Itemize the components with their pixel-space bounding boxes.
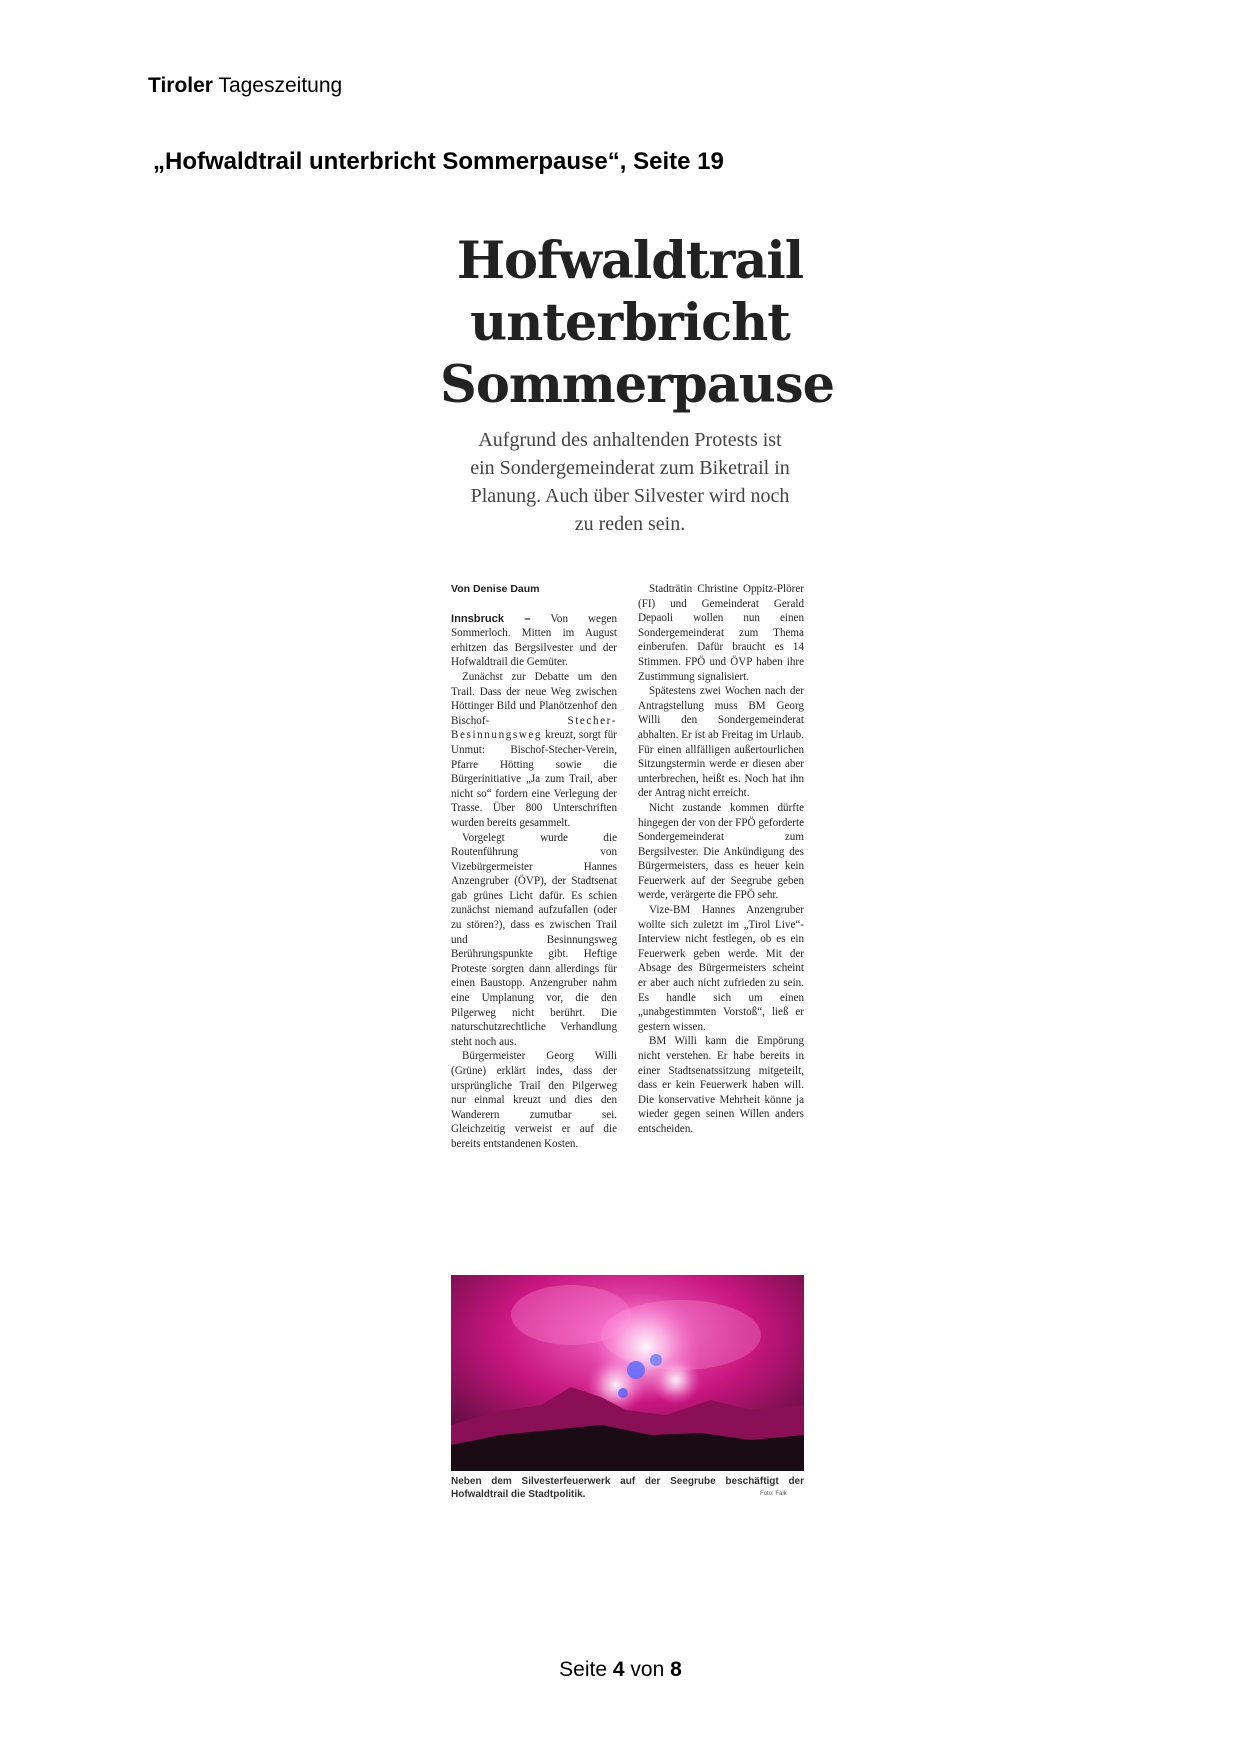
byline: Von Denise Daum <box>451 583 540 595</box>
paragraph: Vize-BM Hannes Anzengruber wollte sich zuletzt im „Tirol Live“-Interview nicht festlegen, ob es ein Feuerwerk geben werde. Mit der Absage des Bürgermeisters scheint er aber auch nicht zufrieden zu sein. Es handle sich um einen „unabgestimmten Vorstoß“, ließ er gestern wissen. <box>638 904 804 1033</box>
article-column-2 <box>638 582 804 1152</box>
publication-name <box>148 74 342 98</box>
photo-caption: Neben dem Silvesterfeuerwerk auf der Seegrube beschäftigt der Hofwaldtrail die Stadtpolitik. <box>451 1476 804 1500</box>
article-reference: „Hofwaldtrail unterbricht Sommerpause“, Seite 19 <box>153 148 724 175</box>
paragraph: Stadträtin Christine Oppitz-Plörer (FI) und Gemeinderat Gerald Depaoli wollen nun einen Sondergemeinderat zum Thema einberufen. Dafür braucht es 14 Stimmen. FPÖ und ÖVP haben ihre Zustimmung signalisiert. <box>638 583 804 683</box>
firework-blue-spark <box>650 1354 662 1366</box>
paragraph: Vorgelegt wurde die Routenführung von Vizebürgermeister Hannes Anzengruber (ÖVP), der Stadtsenat gab grünes Licht dafür. Es schien zunächst niemand aufzufallen (oder zu stören?), dass es zwischen Trail und Besinnungsweg Berührungspunkte gibt. Heftige Proteste sorgten dann allerdings für einen Baustopp. Anzengruber nahm eine Umplanung vor, die den Pilgerweg nicht berührt. Die naturschutzrechtliche Verhandlung steht noch aus. <box>451 831 617 1048</box>
paragraph <box>451 612 617 670</box>
paragraph-text: Von wegen Sommerloch. Mitten im August erhitzen das Bergsilvester und der Hofwaldtrail die Gemüter. <box>451 612 617 669</box>
paragraph: Nicht zustande kommen dürfte hingegen der von der FPÖ geforderte Sondergemeinderat zum Bergsilvester. Die Ankündigung des Bürgermeisters, dass es heuer kein Feuerwerk auf der Seegrube geben werde, verärgerte die FPÖ sehr. <box>638 801 804 902</box>
dateline: Innsbruck – <box>451 612 531 625</box>
article-column-1 <box>451 582 617 1152</box>
article-body <box>451 582 804 1152</box>
paragraph: BM Willi kann die Empörung nicht verstehen. Er habe bereits in einer Stadtsenatssitzung mitgeteilt, dass er kein Feuerwerk haben will. Die konservative Mehrheit könne ja wieder gegen seinen Willen anders entscheiden. <box>638 1035 804 1135</box>
headline-line-3: Sommerpause <box>440 355 835 415</box>
of-word: von <box>630 1658 665 1681</box>
page-footer <box>0 1658 1241 1682</box>
article-subheadline: Aufgrund des anhaltenden Protests ist ein Sondergemeinderat zum Biketrail in Planung. Auch über Silvester wird noch zu reden sein. <box>470 429 790 535</box>
paragraph <box>451 670 617 831</box>
paragraph-text: kreuzt, sorgt für Unmut: Bischof-Stecher-Verein, Pfarre Hötting sowie die Bürgerinitiative „Ja zum Trail, aber nicht so“ fordern eine Verlegung der Trasse. Über 800 Unterschriften wurden bereits gesammelt. <box>451 729 617 829</box>
current-page-number: 4 <box>612 1658 625 1681</box>
fireworks-photo <box>451 1275 804 1471</box>
fireworks-image <box>451 1275 804 1471</box>
spaced-term: Stecher-Besinnungsweg <box>451 714 617 742</box>
photo-credit: Foto: Falk <box>760 1491 787 1497</box>
headline-line-2: unterbricht <box>470 293 790 353</box>
total-page-count: 8 <box>670 1658 682 1681</box>
publication-name-rest: Tageszeitung <box>218 74 343 97</box>
paragraph: Bürgermeister Georg Willi (Grüne) erklärt indes, dass der ursprüngliche Trail den Pilgerweg nur einmal kreuzt und dies den Wanderern zumutbar sei. Gleichzeitig verweist er auf die bereits entstandenen Kosten. <box>451 1050 617 1150</box>
article-clipping <box>440 230 835 538</box>
firework-blue-spark <box>618 1388 628 1398</box>
paragraph: Spätestens zwei Wochen nach der Antragstellung muss BM Georg Willi den Sondergemeinderat abhalten. Er ist ab Freitag im Urlaub. Für einen allfälligen außertourlichen Sitzungstermin werde er diesen aber unterbrechen, heißt es. Noch hat ihn der Antrag nicht erreicht. <box>638 685 804 800</box>
headline-line-1: Hofwaldtrail <box>456 231 804 291</box>
page-word: Seite <box>559 1658 608 1681</box>
paragraph-text: Zunächst zur Debatte um den Trail. Dass der neue Weg zwischen Höttinger Bild und Planötzenhof den Bischof- <box>451 670 617 727</box>
firework-blue-spark <box>627 1361 645 1379</box>
article-headline <box>440 230 835 416</box>
publication-name-bold: Tiroler <box>148 74 213 97</box>
